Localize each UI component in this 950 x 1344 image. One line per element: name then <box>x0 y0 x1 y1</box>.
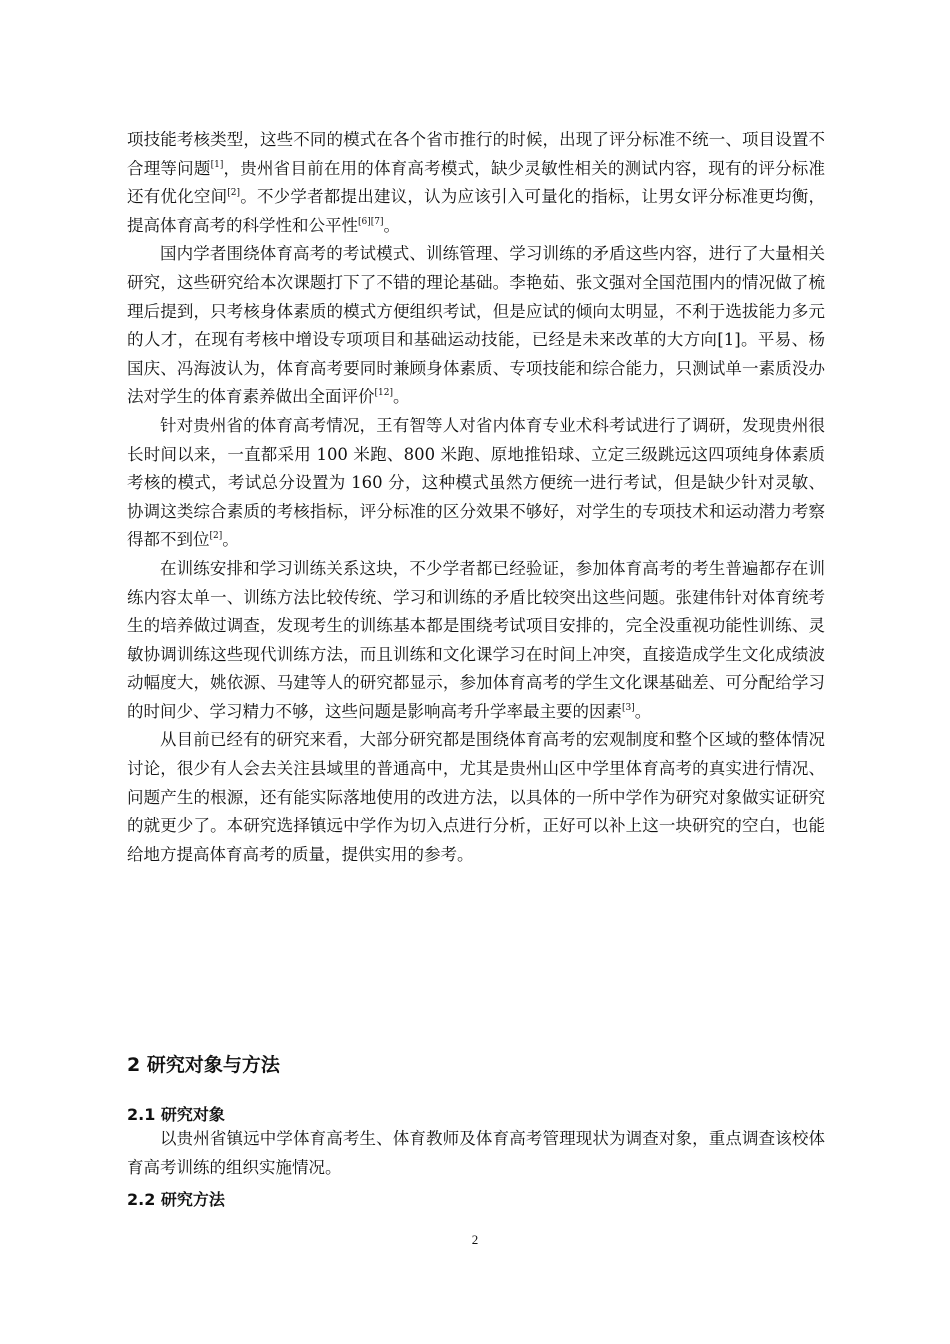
citation: [1] <box>210 159 224 170</box>
paragraph-2: 国内学者围绕体育高考的考试模式、训练管理、学习训练的矛盾这些内容，进行了大量相关研究，这些研究给本次课题打下了不错的理论基础。李艳茹、张文强对全国范围内的情况做了梳理后提到，只考核身体素质的模式方便组织考试，但是应试的倾向太明显，不利于选拔能力多元的人才，在现有考核中增设专项项目和基础运动技能，已经是未来改革的大方向[1]。平易、杨国庆、冯海波认为，体育高考要同时兼顾身体素质、专项技能和综合能力，只测试单一素质没办法对学生的体育素养做出全面评价[12]。 <box>127 244 825 407</box>
paragraph-5: 从目前已经有的研究来看，大部分研究都是围绕体育高考的宏观制度和整个区域的整体情况讨论，很少有人会去关注县域里的普通高中，尤其是贵州山区中学里体育高考的真实进行情况、问题产生的根源，还有能实际落地使用的改进方法，以具体的一所中学作为研究对象做实证研究的就更少了。本研究选择镇远中学作为切入点进行分析，正好可以补上这一块研究的空白，也能给地方提高体育高考的质量，提供实用的参考。 <box>127 730 825 864</box>
page-number: 2 <box>471 1232 479 1247</box>
citation: [3] <box>622 702 635 713</box>
citation: [2] <box>227 188 241 199</box>
subsection-heading-2-2: 2.2 研究方法 <box>127 1190 225 1209</box>
paragraph-1: 项技能考核类型，这些不同的模式在各个省市推行的时候，出现了评分标准不统一、项目设置不合理等问题[1]，贵州省目前在用的体育高考模式，缺少灵敏性相关的测试内容，现有的评分标准还有优化空间[2]。不少学者都提出建议，认为应该引入可量化的指标，让男女评分标准更均衡，提高体育高考的科学性和公平性[6][7]。 <box>127 130 826 235</box>
section-heading: 2 研究对象与方法 <box>127 1054 280 1076</box>
citation: [6][7] <box>358 216 384 227</box>
subsection-text: 以贵州省镇远中学体育高考生、体育教师及体育高考管理现状为调查对象，重点调查该校体育高考训练的组织实施情况。 <box>127 1129 825 1177</box>
citation: [12] <box>374 388 393 399</box>
subsection-heading-2-1: 2.1 研究对象 <box>127 1105 225 1124</box>
citation: [2] <box>209 531 223 542</box>
paragraph-4: 在训练安排和学习训练关系这块，不少学者都已经验证，参加体育高考的考生普遍都存在训练内容太单一、训练方法比较传统、学习和训练的矛盾比较突出这些问题。张建伟针对体育统考生的培养做过调查，发现考生的训练基本都是围绕考试项目安排的，完全没重视功能性训练、灵敏协调训练这些现代训练方法，而且训练和文化课学习在时间上冲突，直接造成学生文化成绩波动幅度大，姚依源、马建等人的研究都显示，参加体育高考的学生文化课基础差、可分配给学习的时间少、学习精力不够，这些问题是影响高考升学率最主要的因素[3]。 <box>127 558 825 721</box>
paragraph-3: 针对贵州省的体育高考情况，王有智等人对省内体育专业术科考试进行了调研，发现贵州很长时间以来，一直都采用 100 米跑、800 米跑、原地推铅球、立定三级跳远这四项纯身体素质考核的模式，考试总分设置为 160 分，这种模式虽然方便统一进行考试，但是缺少针对灵敏、协调这类综合素质的考核指标，评分标准的区分效果不够好，对学生的专项技术和运动潜力考察得都不到位[2]。 <box>127 415 825 550</box>
main-text <box>127 126 825 869</box>
